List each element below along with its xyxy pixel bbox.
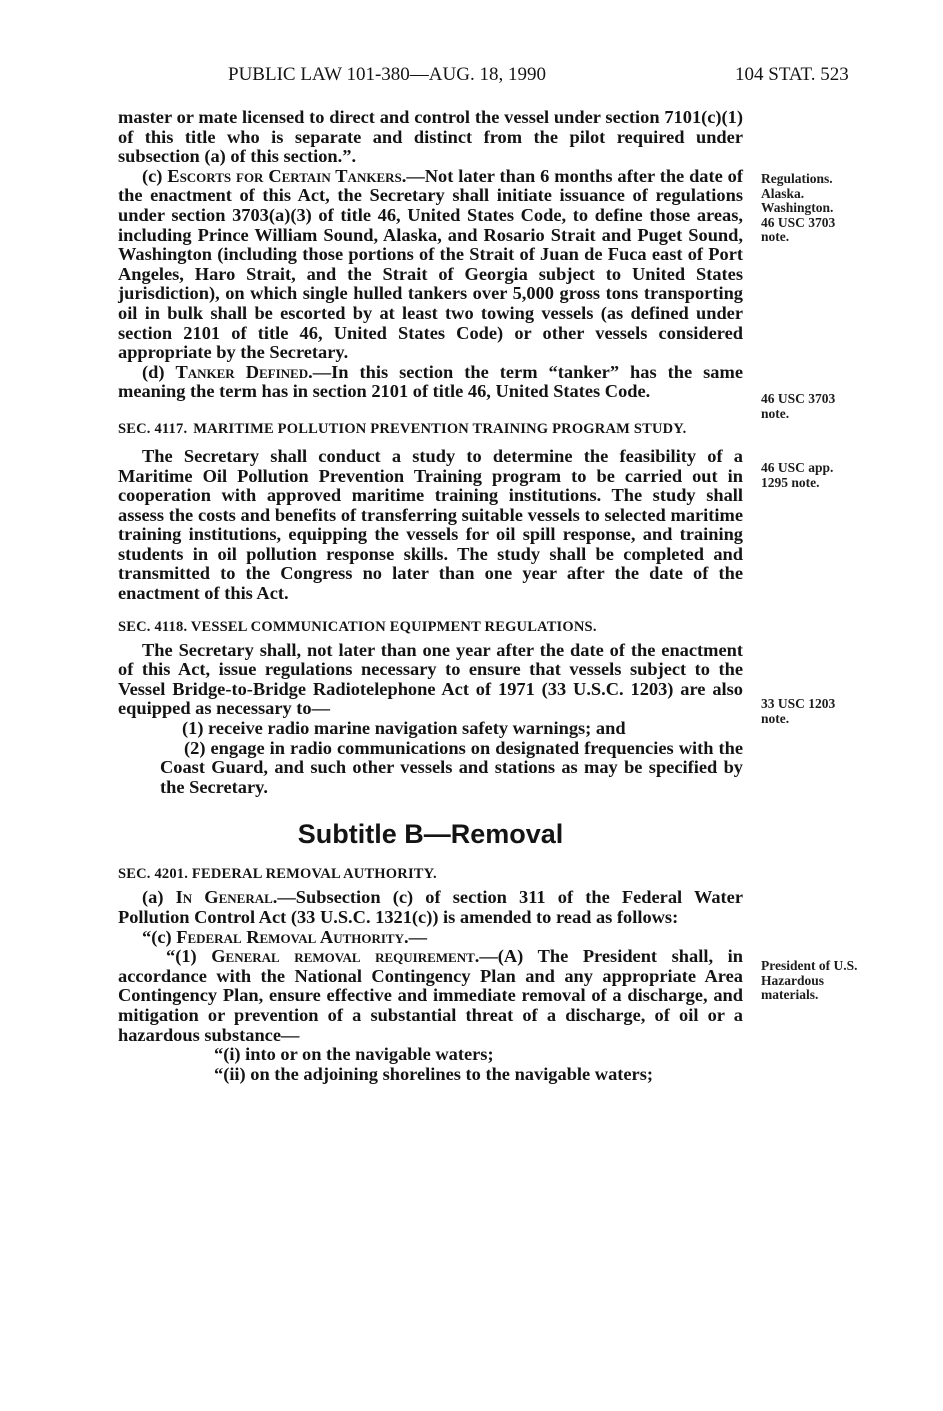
subsection-d-paragraph bbox=[118, 363, 743, 402]
subsection-a-paragraph bbox=[118, 888, 743, 927]
margin-note-line: note. bbox=[761, 405, 790, 421]
running-header-title: PUBLIC LAW 101-380—AUG. 18, 1990 bbox=[228, 64, 546, 85]
quoted-1-text: —(A) The President shall, in accordance with the National Contingency Plan and any appropriate Area Contingency Plan, ensure effective and immediate removal of a discharge, and mitigation or prevention of a substantial threat of a discharge, of oil or a hazardous substance— bbox=[118, 946, 743, 1045]
margin-note-line: 46 USC app. bbox=[761, 460, 834, 475]
section-4117-title: MARITIME POLLUTION PREVENTION TRAINING PROGRAM STUDY. bbox=[193, 420, 687, 437]
quoted-c-heading: Federal Removal Authority. bbox=[176, 926, 409, 947]
subsection-d-label: (d) bbox=[142, 361, 176, 382]
continuation-paragraph: master or mate licensed to direct and control the vessel under section 7101(c)(1) of this title who is separate and distinct from the pilot required under subsection (a) of this section.”. bbox=[118, 107, 743, 167]
section-4117-number: SEC. 4117. bbox=[118, 420, 188, 437]
subtitle-heading: Subtitle B—Removal bbox=[297, 819, 564, 850]
section-4201-heading: SEC. 4201. FEDERAL REMOVAL AUTHORITY. bbox=[118, 866, 437, 883]
margin-note-46usc3703 bbox=[761, 392, 911, 421]
quoted-1-label: “(1) bbox=[166, 946, 212, 967]
section-4118-item-1: (1) receive radio marine navigation safety warnings; and bbox=[182, 718, 626, 739]
subsection-d-heading: Tanker Defined. bbox=[175, 361, 313, 382]
subsection-c-text: —Not later than 6 months after the date of the enactment of this Act, the Secretary shall initiate issuance of regulations under section 3703(a)(3) of title 46, United States Code, to define those areas, including Prince William Sound, Alaska, and Rosario Strait and Puget Sound, Washington (including those portions of the Strait of Juan de Fuca east of Port Angeles, Haro Strait, and the Strait of Georgia subject to United States jurisdiction), on which single hulled tankers over 5,000 gross tons transporting oil in bulk shall be escorted by at least two towing vessels (as defined under section 2101 of title 46, United States Code) or other vessels considered appropriate by the Secretary. bbox=[118, 165, 743, 363]
subsection-c-heading: Escorts for Certain Tankers. bbox=[167, 165, 407, 186]
section-4118-heading: SEC. 4118. VESSEL COMMUNICATION EQUIPMENT REGULATIONS. bbox=[118, 618, 597, 635]
subsection-d-text: —In this section the term “tanker” has the same meaning the term has in section 2101 of title 46, United States Code. bbox=[118, 361, 743, 402]
quoted-clause-i: “(i) into or on the navigable waters; bbox=[214, 1044, 494, 1065]
margin-note-line: Regulations. bbox=[761, 171, 833, 186]
subsection-a-text: —Subsection (c) of section 311 of the Federal Water Pollution Control Act (33 U.S.C. 1321(c)) is amended to read as follows: bbox=[118, 887, 743, 927]
running-header bbox=[0, 64, 943, 94]
margin-note-regulations bbox=[761, 172, 911, 245]
quoted-c-label: “(c) bbox=[142, 926, 177, 947]
margin-note-line: President of U.S. bbox=[761, 958, 858, 973]
margin-note-line: 33 USC 1203 bbox=[761, 696, 836, 711]
section-4118-text: The Secretary shall, not later than one year after the date of the enactment of this Act, issue regulations necessary to ensure that vessels subject to the Vessel Bridge-to-Bridge Radiotelephone Act of 1971 (33 U.S.C. 1203) are also equipped as necessary to— bbox=[118, 639, 743, 719]
margin-note-president bbox=[761, 959, 911, 1003]
margin-note-line: note. bbox=[761, 229, 790, 244]
margin-note-line: 46 USC 3703 bbox=[761, 214, 836, 230]
margin-note-line: 1295 note. bbox=[761, 474, 820, 490]
margin-note-33usc1203 bbox=[761, 697, 911, 726]
quoted-subsection-c-heading bbox=[118, 928, 743, 948]
subsection-c-paragraph bbox=[118, 167, 743, 363]
section-4118-item-2: (2) engage in radio communications on designated frequencies with the Coast Guard, and such other vessels and stations as may be specified by the Secretary. bbox=[160, 737, 743, 797]
margin-note-line: Hazardous bbox=[761, 972, 825, 988]
main-text bbox=[118, 108, 743, 1084]
margin-note-line: Alaska. bbox=[761, 185, 805, 201]
subsection-a-heading: In General. bbox=[175, 887, 278, 908]
quoted-paragraph-1 bbox=[118, 947, 743, 1045]
margin-note-line: materials. bbox=[761, 987, 819, 1002]
quoted-clause-ii: “(ii) on the adjoining shorelines to the navigable waters; bbox=[214, 1063, 653, 1084]
section-4117-heading bbox=[118, 420, 743, 439]
page-stat-number: 104 STAT. 523 bbox=[735, 64, 849, 85]
margin-note-line: note. bbox=[761, 710, 790, 726]
margin-note-line: Washington. bbox=[761, 200, 834, 215]
section-4117-text: The Secretary shall conduct a study to determine the feasibility of a Maritime Oil Pollution Prevention Training program to be carried out in cooperation with approved maritime training institutions. The study shall assess the costs and benefits of transferring suitable vessels to selected maritime training institutions, equipping the vessels for oil spill response, and training students in oil pollution response skills. The study shall be completed and transmitted to the Congress no later than one year after the date of the enactment of this Act. bbox=[118, 445, 743, 604]
subsection-c-label: (c) bbox=[142, 165, 168, 186]
quoted-1-heading: General removal requirement. bbox=[211, 946, 480, 967]
margin-note-line: 46 USC 3703 bbox=[761, 391, 836, 406]
quoted-c-dash: — bbox=[408, 926, 427, 947]
margin-note-46usc-app bbox=[761, 461, 911, 490]
subsection-a-label: (a) bbox=[142, 887, 176, 908]
